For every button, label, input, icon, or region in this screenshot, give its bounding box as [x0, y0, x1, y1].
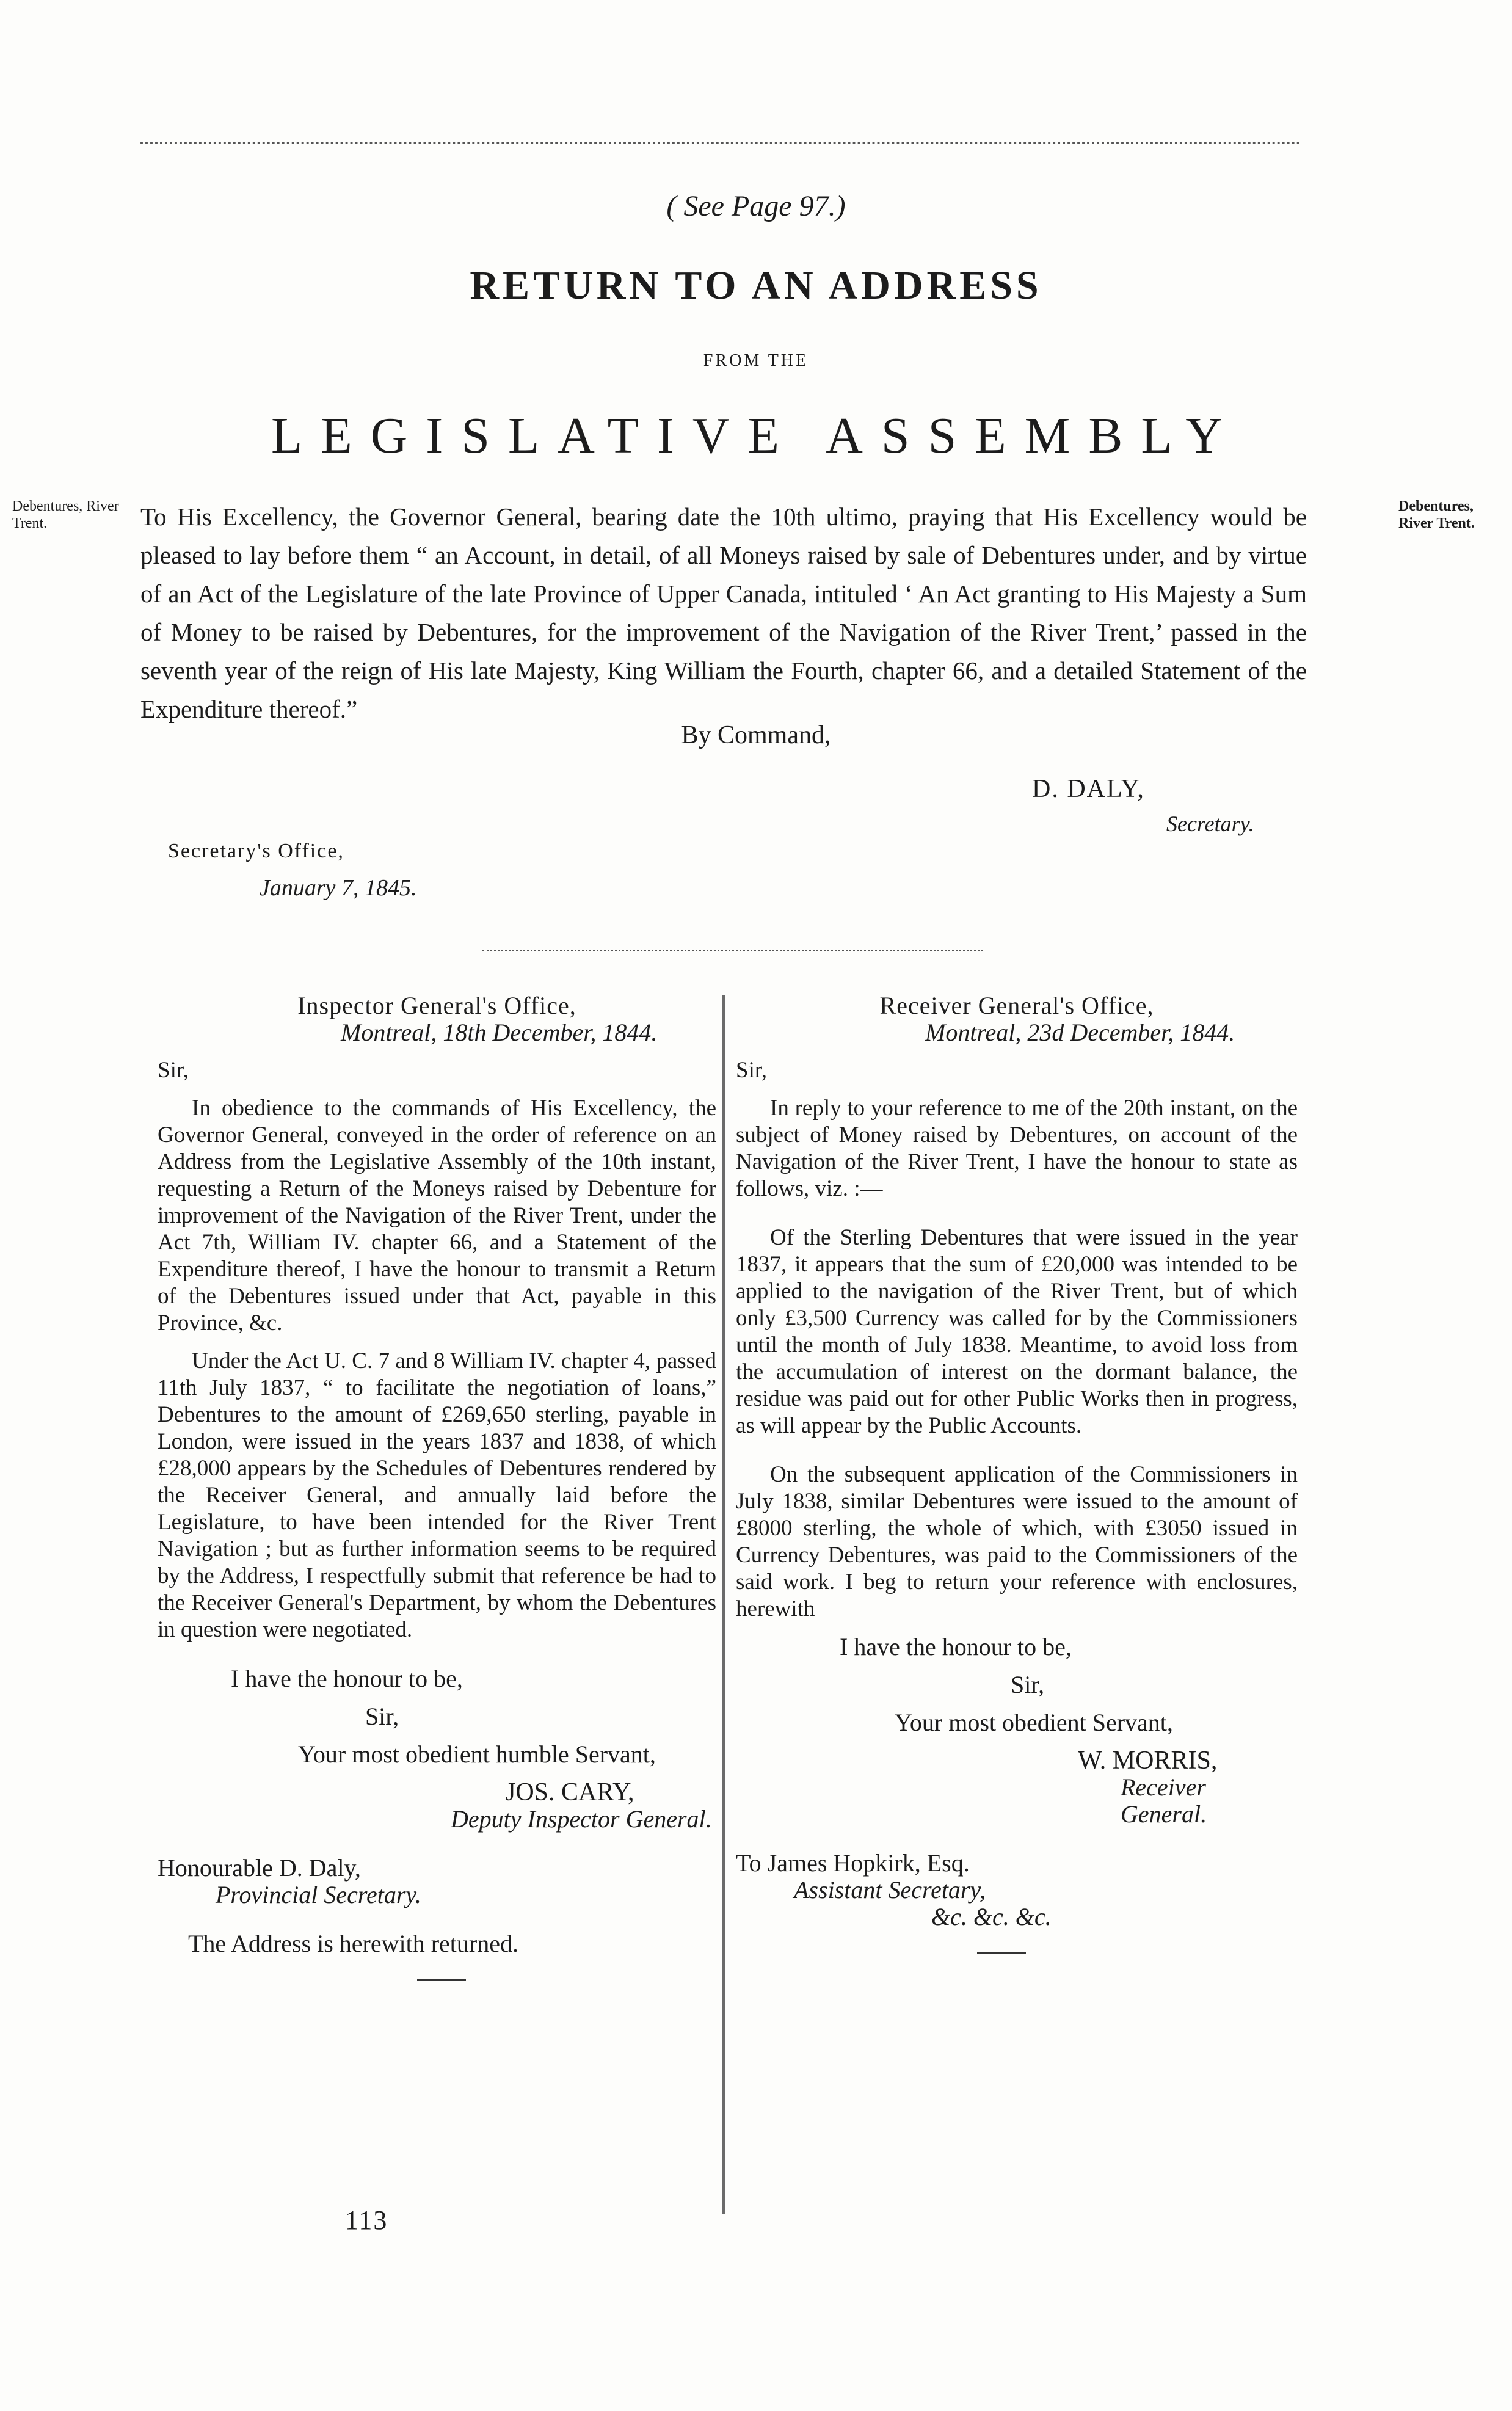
left-addressee: Honourable D. Daly,: [158, 1854, 361, 1882]
right-closing-rule: [977, 1952, 1026, 1954]
left-closing-servant: Your most obedient humble Servant,: [298, 1740, 656, 1768]
left-postscript: The Address is herewith returned.: [188, 1930, 518, 1957]
middle-divider-rule: [482, 950, 983, 951]
from-the-label: FROM THE: [703, 351, 809, 370]
right-place-date: Montreal, 23d December, 1844.: [925, 1019, 1235, 1046]
by-command: By Command,: [681, 721, 831, 749]
right-addressee-etc: &c. &c. &c.: [931, 1903, 1052, 1930]
see-page-reference: ( See Page 97.): [666, 190, 846, 222]
address-text: To His Excellency, the Governor General, bearing date the 10th ultimo, praying that His Excellency would be pleased to lay before them “ an Account, in detail, of all Moneys raised by sale of Debentures under, and by virtue of an Act of the Legislature of the late Province of Upper Canada, intituled ‘ An Act granting to His Majesty a Sum of Money to be raised by Debentures, for the improvement of the Navigation of the River Trent,’ passed in the seventh year of the reign of His late Majesty, King William the Fourth, chapter 66, and a detailed Statement of the Expenditure thereof.”: [140, 503, 1307, 723]
page-number: 113: [345, 2205, 388, 2235]
receiver-general-letter: [736, 992, 1298, 1954]
left-closing: I have the honour to be,: [231, 1665, 463, 1692]
right-paragraph-2: Of the Sterling Debentures that were issued in the year 1837, it appears that the sum of £20,000 was intended to be applied to the navigation of the River Trent, but of which only £3,500 Currency was called for by the Commissioners until the month of July 1838. Meantime, to avoid loss from the accumulation of interest on the dormant balance, the residue was paid out for other Public Works then in progress, as will appear by the Public Accounts.: [736, 1225, 1298, 1438]
margin-note-left: Debentures, River Trent.: [12, 498, 119, 531]
address-date: January 7, 1845.: [260, 875, 417, 901]
margin-note-right: Debentures, River Trent.: [1398, 498, 1475, 531]
top-divider-rule: [140, 142, 1301, 144]
right-paragraph-3: On the subsequent application of the Commissioners in July 1838, similar Debentures were issued to the amount of £8000 sterling, the whole of which, with £3050 issued in Currency Debentures, was paid to the Commissioners of the said work. I beg to return your reference with enclosures, herewith: [736, 1462, 1298, 1621]
right-closing-sir: Sir,: [1011, 1671, 1045, 1698]
left-paragraph-1: In obedience to the commands of His Excellency, the Governor General, conveyed in the order of reference on an Address from the Legislative Assembly of the 10th instant, requesting a Return of the Moneys raised by Debenture for improvement of the Navigation of the River Trent, under the Act 7th, William IV. chapter 66, and a Statement of the Expenditure thereof, I have the honour to transmit a Return of the Debentures issued under that Act, payable in this Province, &c.: [158, 1096, 716, 1336]
right-office-heading: Receiver General's Office,: [879, 992, 1154, 1019]
address-paragraph: [140, 498, 1307, 729]
right-addressee: To James Hopkirk, Esq.: [736, 1849, 970, 1877]
right-paragraph-1: In reply to your reference to me of the 20th instant, on the subject of Money raised by Debentures, on account of the Navigation of the River Trent, I have the honour to state as follows, viz. :—: [736, 1096, 1298, 1201]
right-signer-title: Receiver General.: [1121, 1773, 1207, 1828]
right-closing-servant: Your most obedient Servant,: [895, 1709, 1173, 1736]
right-signer: W. MORRIS,: [1078, 1747, 1218, 1775]
left-salutation: Sir,: [158, 1058, 189, 1083]
right-salutation: Sir,: [736, 1058, 767, 1083]
address-signer: D. DALY,: [1032, 775, 1145, 803]
left-place-date: Montreal, 18th December, 1844.: [341, 1019, 658, 1046]
document-title: RETURN TO AN ADDRESS: [470, 263, 1042, 308]
left-addressee-title: Provincial Secretary.: [216, 1881, 421, 1908]
inspector-general-letter: [158, 992, 716, 1981]
address-signer-title: Secretary.: [1166, 812, 1254, 836]
left-signer-title: Deputy Inspector General.: [451, 1805, 712, 1833]
column-divider: [722, 995, 725, 2214]
left-signer: JOS. CARY,: [506, 1778, 634, 1806]
left-closing-sir: Sir,: [365, 1703, 399, 1730]
right-closing: I have the honour to be,: [840, 1633, 1072, 1660]
legislative-assembly-heading: LEGISLATIVE ASSEMBLY: [271, 407, 1241, 464]
left-paragraph-2: Under the Act U. C. 7 and 8 William IV. chapter 4, passed 11th July 1837, “ to facilitate the negotiation of loans,” Debentures to the amount of £269,650 sterling, payable in London, were issued in the years 1837 and 1838, of which £28,000 appears by the Schedules of Debentures rendered by the Receiver General, and annually laid before the Legislature, to have been intended for the River Trent Navigation ; but as further information seems to be required by the Address, I respectfully submit that reference be had to the Receiver General's Department, by whom the Debentures in question were negotiated.: [158, 1348, 716, 1642]
right-addressee-title: Assistant Secretary,: [794, 1876, 986, 1904]
secretary-office: Secretary's Office,: [168, 840, 344, 862]
left-office-heading: Inspector General's Office,: [297, 992, 576, 1019]
left-closing-rule: [417, 1979, 466, 1981]
